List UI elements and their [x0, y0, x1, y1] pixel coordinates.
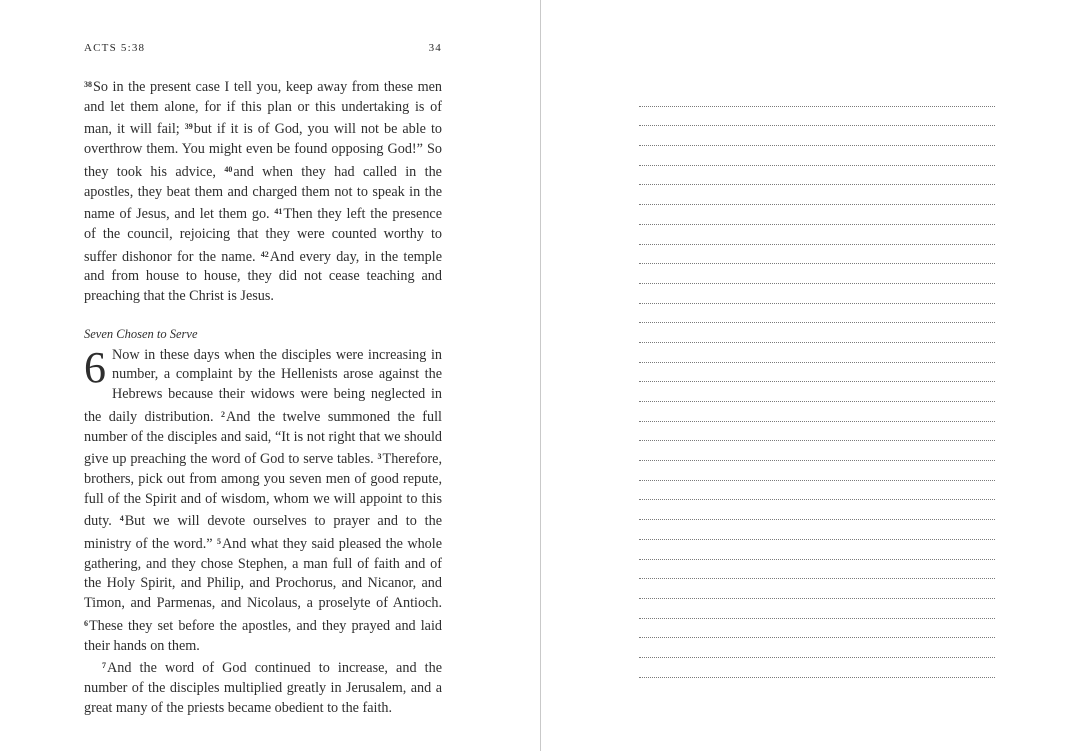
note-line: [639, 87, 995, 107]
note-line: [639, 363, 995, 383]
verse-number: 39: [184, 122, 193, 132]
note-line: [639, 343, 995, 363]
verse-text: And every day, in the temple and from house to house, they did not cease teaching and preaching that the Christ is Jesus.: [84, 248, 442, 305]
paragraph-acts-5: [84, 75, 442, 307]
verse-number: 41: [274, 207, 283, 217]
chapter-number: 6: [84, 342, 106, 392]
verse-text: Therefore, brothers, pick out from among you seven men of good repute, full of the Spirit and of wisdom, whom we will appoint to this duty.: [84, 451, 442, 530]
scripture-text: [84, 75, 442, 718]
note-line: [639, 481, 995, 501]
note-line: [639, 619, 995, 639]
note-line: [639, 599, 995, 619]
note-line: [639, 166, 995, 186]
verse-number: 40: [224, 164, 233, 174]
verse-text: and when they had called in the apostles, they beat them and charged them not to speak in the name of Jesus, and let them go.: [84, 163, 442, 223]
note-line: [639, 107, 995, 127]
note-line: [639, 638, 995, 658]
verse-text: And what they said pleased the whole gathering, and they chose Stephen, a man full of faith and of the Holy Spirit, and Philip, and Prochorus, and Nicanor, and Timon, and Parmenas, and Nicolaus, a proselyte of Antioch.: [84, 536, 442, 612]
verse-number: 6: [84, 618, 88, 628]
section-heading: Seven Chosen to Serve: [84, 326, 198, 341]
note-line: [639, 225, 995, 245]
paragraph-acts-6-verse-7: [84, 656, 442, 718]
verse-text: Then they left the presence of the council, rejoicing that they were counted worthy to suffer dishonor for the name.: [84, 206, 443, 265]
note-line: [639, 126, 995, 146]
verse-text: But we will devote ourselves to prayer and to the ministry of the word.”: [84, 513, 442, 553]
verse-text: And the word of God continued to increase, and the number of the disciples multiplied greatly in Jerusalem, and a great many of the priests became obedient to the faith.: [84, 660, 442, 716]
note-line: [639, 304, 995, 324]
note-line: [639, 560, 995, 580]
note-line: [639, 382, 995, 402]
verse-number: 3: [377, 452, 382, 462]
note-line: [639, 520, 995, 540]
note-line: [639, 245, 995, 265]
note-line: [639, 500, 995, 520]
verse-number: 7: [102, 661, 106, 671]
note-line: [639, 146, 995, 166]
verse-text: So in the present case I tell you, keep away from these men and let them alone, for if this plan or this undertaking is of man, it will fail;: [84, 79, 442, 138]
verse-text: These they set before the apostles, and they prayed and laid their hands on them.: [84, 617, 442, 654]
note-line: [639, 185, 995, 205]
verse-number: 4: [119, 514, 124, 524]
paragraph-acts-6-opening: [84, 342, 442, 657]
note-line: [639, 579, 995, 599]
note-line: [639, 461, 995, 481]
verse-number: 2: [220, 409, 225, 419]
note-line: [639, 422, 995, 442]
note-lines: [639, 87, 995, 678]
right-page-notes: [541, 0, 1080, 751]
verse-text: And the twelve summoned the full number of the disciples and said, “It is not right that we should give up preaching the word of God to serve tables.: [84, 408, 442, 468]
verse-number: 42: [260, 249, 269, 259]
running-head: [84, 42, 442, 54]
verse-number: 38: [84, 80, 92, 89]
note-line: [639, 402, 995, 422]
running-head-reference: ACTS 5:38: [84, 42, 146, 54]
note-line: [639, 205, 995, 225]
note-line: [639, 323, 995, 343]
note-line: [639, 441, 995, 461]
note-line: [639, 540, 995, 560]
verse-number: 5: [216, 537, 221, 547]
note-line: [639, 284, 995, 304]
verse-text: but if it is of God, you will not be able to overthrow them. You might even be found opposing God!” So they took his advice,: [84, 121, 443, 180]
note-line: [639, 264, 995, 284]
verse-text: Now in these days when the disciples were increasing in number, a complaint by the Hellenists arose against the Hebrews because their widows were being neglected in the daily distribution.: [84, 346, 442, 425]
page-number: 34: [428, 42, 442, 54]
note-line: [639, 658, 995, 678]
